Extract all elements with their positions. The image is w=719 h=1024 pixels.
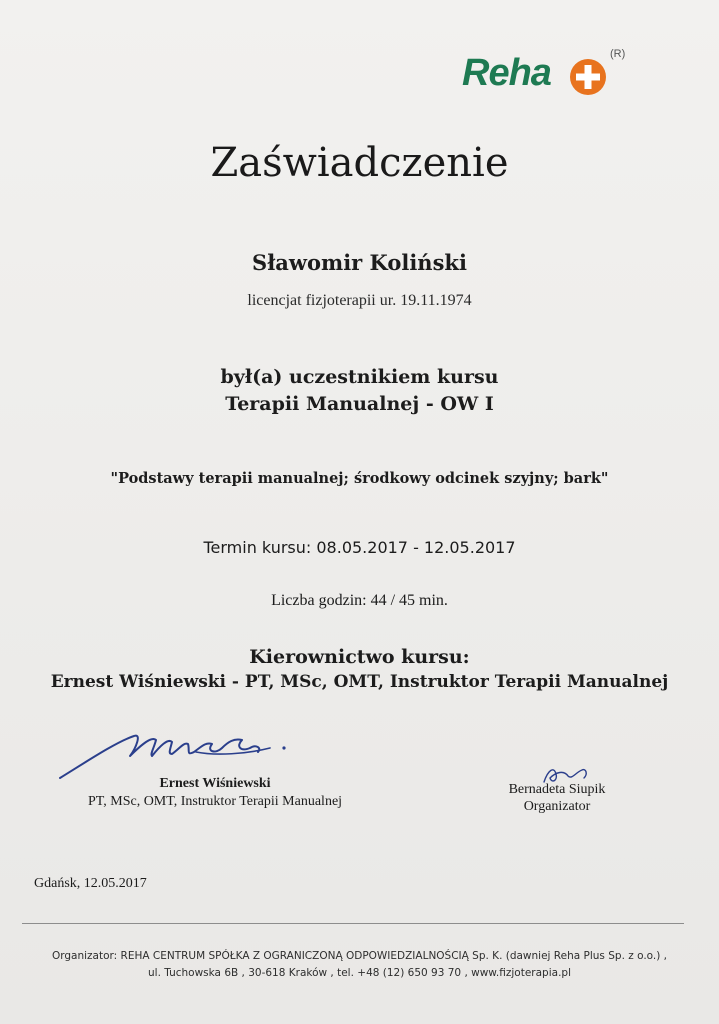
left-signatory-title: PT, MSc, OMT, Instruktor Terapii Manualnej [87, 794, 343, 809]
registered-mark: (R) [610, 48, 626, 60]
left-signatory-name: Ernest Wiśniewski [159, 776, 271, 791]
leadership-name: Ernest Wiśniewski - PT, MSc, OMT, Instruktor Terapii Manualnej [50, 672, 669, 692]
course-name: Terapii Manualnej - OW I [225, 393, 494, 415]
course-hours: Liczba godzin: 44 / 45 min. [271, 592, 448, 609]
course-topic: "Podstawy terapii manualnej; środkowy odcinek szyjny; bark" [110, 470, 609, 487]
right-signatory-name: Bernadeta Siupik [508, 782, 606, 797]
recipient-name: Sławomir Koliński [252, 250, 467, 275]
participant-line: był(a) uczestnikiem kursu [220, 366, 499, 388]
license-line: licencjat fizjoterapii ur. 19.11.1974 [247, 292, 472, 309]
leadership-heading: Kierownictwo kursu: [249, 646, 470, 668]
footer-divider [22, 923, 684, 924]
reha-logo [462, 48, 626, 100]
right-signatory-title: Organizator [523, 799, 591, 814]
place-and-date: Gdańsk, 12.05.2017 [34, 876, 147, 891]
logo-text: Reha [462, 52, 551, 94]
certificate-title: Zaświadczenie [210, 140, 509, 186]
handwritten-signature [56, 722, 306, 784]
plus-icon [569, 58, 607, 96]
footer-address-line: ul. Tuchowska 6B , 30-618 Kraków , tel. +48 (12) 650 93 70 , www.fizjoterapia.pl [148, 967, 571, 979]
footer-organizer-line: Organizator: REHA CENTRUM SPÓŁKA Z OGRANICZONĄ ODPOWIEDZIALNOŚCIĄ Sp. K. (dawniej Reha Plus Sp. z o.o.) , [51, 950, 668, 962]
course-term: Termin kursu: 08.05.2017 - 12.05.2017 [203, 538, 516, 557]
